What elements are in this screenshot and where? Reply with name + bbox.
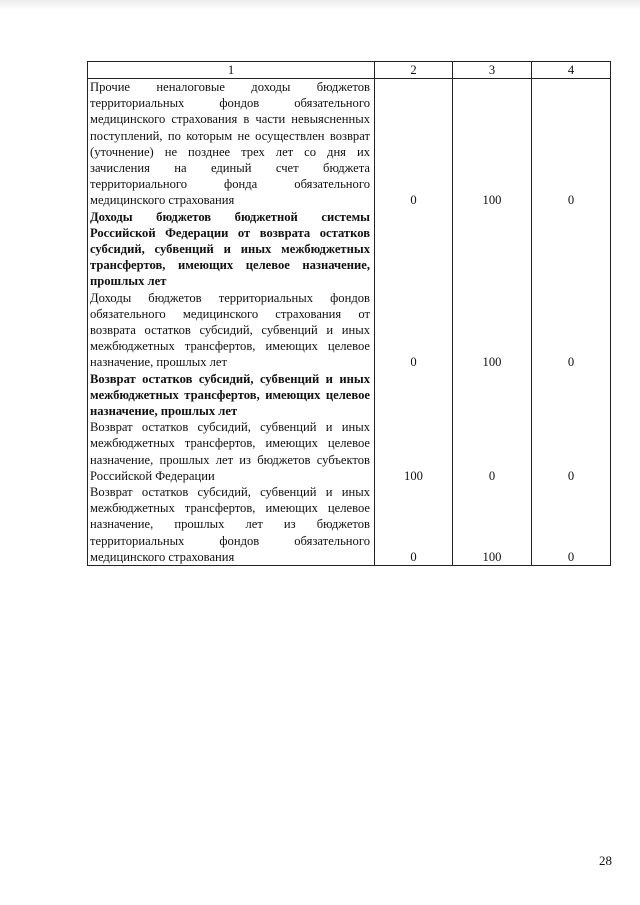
row-value-col3: 100 [453, 79, 532, 209]
row-description: Возврат остатков субсидий, субвенций и иных межбюджетных трансфертов, имеющих целевое назначение, прошлых лет из бюджетов территориальных фондов обязательного медицинского страхования [88, 484, 375, 566]
row-description: Возврат остатков субсидий, субвенций и иных межбюджетных трансфертов, имеющих целевое назначение, прошлых лет [88, 371, 375, 420]
column-header-2: 2 [375, 62, 453, 79]
table-row [88, 484, 611, 566]
row-value-col4 [532, 209, 611, 290]
row-description: Доходы бюджетов бюджетной системы Российской Федерации от возврата остатков субсидий, субвенций и иных межбюджетных трансфертов, имеющих целевое назначение, прошлых лет [88, 209, 375, 290]
row-value-col2: 100 [375, 419, 453, 484]
scan-edge-shadow [0, 0, 640, 10]
table-row [88, 290, 611, 371]
row-value-col3: 100 [453, 484, 532, 566]
row-value-col4: 0 [532, 484, 611, 566]
row-value-col3: 0 [453, 419, 532, 484]
row-value-col2: 0 [375, 79, 453, 209]
table-row [88, 419, 611, 484]
row-value-col4 [532, 371, 611, 420]
row-value-col4: 0 [532, 79, 611, 209]
budget-table [87, 61, 611, 566]
table-row [88, 371, 611, 420]
table-row [88, 79, 611, 209]
row-value-col2: 0 [375, 290, 453, 371]
column-header-4: 4 [532, 62, 611, 79]
row-value-col3 [453, 371, 532, 420]
page-number: 28 [599, 853, 612, 868]
row-value-col3: 100 [453, 290, 532, 371]
row-value-col3 [453, 209, 532, 290]
column-header-3: 3 [453, 62, 532, 79]
row-value-col2: 0 [375, 484, 453, 566]
row-value-col4: 0 [532, 290, 611, 371]
row-description: Возврат остатков субсидий, субвенций и иных межбюджетных трансфертов, имеющих целевое назначение, прошлых лет из бюджетов субъектов Российской Федерации [88, 419, 375, 484]
column-header-1: 1 [88, 62, 375, 79]
row-description: Доходы бюджетов территориальных фондов обязательного медицинского страхования от возврата остатков субсидий, субвенций и иных межбюджетных трансфертов, имеющих целевое назначение, прошлых лет [88, 290, 375, 371]
table-row [88, 209, 611, 290]
row-value-col2 [375, 209, 453, 290]
table-header-row [88, 62, 611, 79]
row-value-col4: 0 [532, 419, 611, 484]
row-description: Прочие неналоговые доходы бюджетов территориальных фондов обязательного медицинского страхования в части невыясненных поступлений, по которым не осуществлен возврат (уточнение) не позднее трех лет со дня их зачисления на единый счет бюджета территориального фонда обязательного медицинского страхования [88, 79, 375, 209]
row-value-col2 [375, 371, 453, 420]
